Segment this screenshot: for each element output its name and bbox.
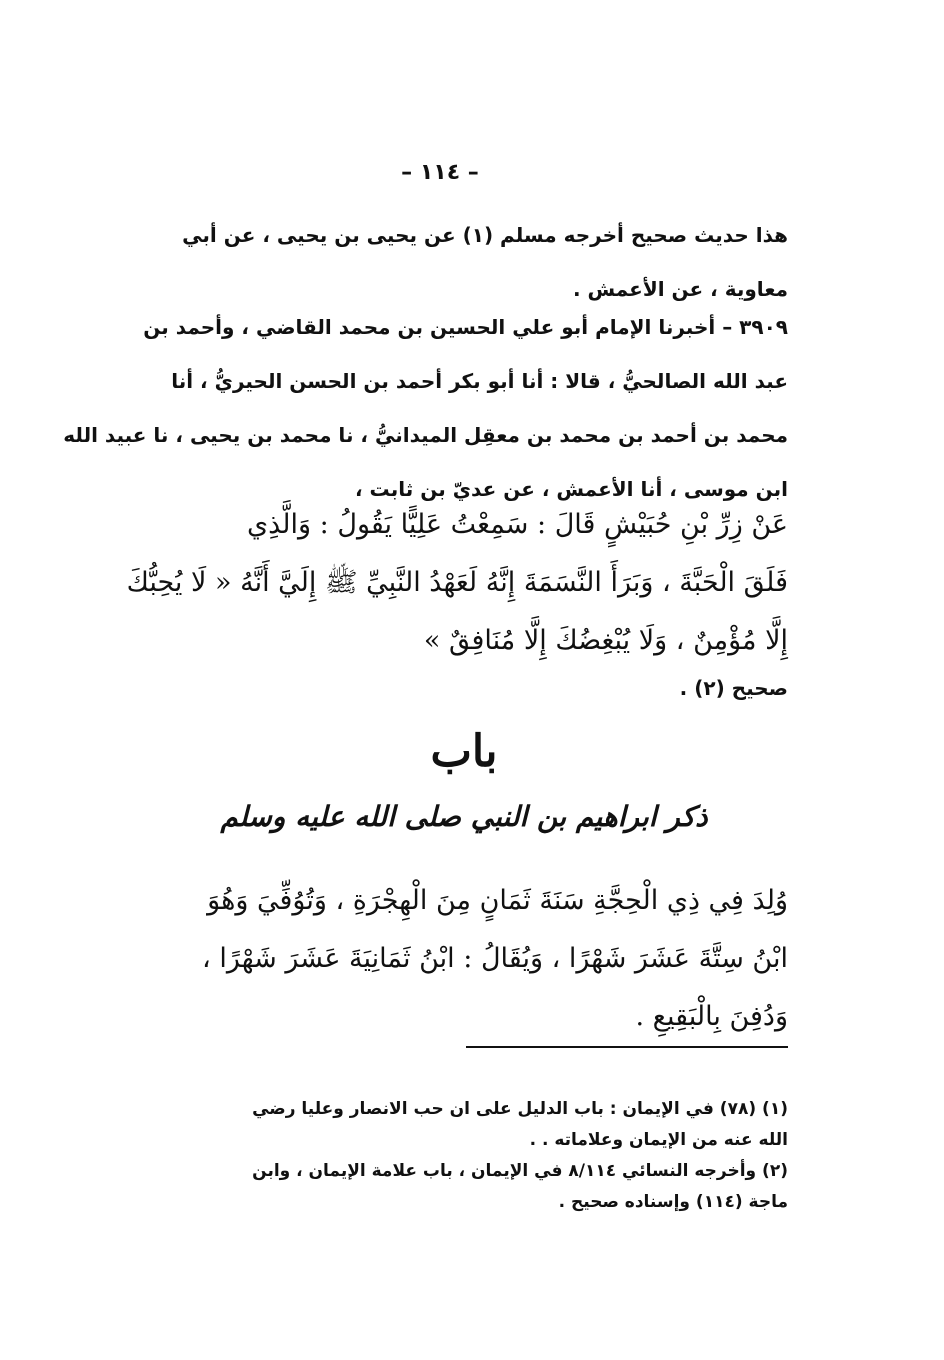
text-line: عبد الله الصالحيُّ ، قالا : أنا أبو بكر أحمد بن الحسن الحيريُّ ، أنا (171, 369, 788, 393)
chapter-title: باب (430, 726, 498, 777)
text-line: محمد بن أحمد بن محمد بن معقِل الميدانيُّ ، نا محمد بن يحيى ، نا عبيد الله (63, 423, 788, 447)
chapter-paragraph (140, 872, 788, 1046)
text-line: عَنْ زِرِّ بْنِ حُبَيْشٍ قَالَ : سَمِعْتُ عَلِيًّا يَقُولُ : وَالَّذِي (247, 509, 788, 540)
text-line: هذا حديث صحيح أخرجه مسلم (١) عن يحيى بن يحيى ، عن أبي (182, 223, 788, 247)
text-line: الله عنه من الإيمان وعلاماته . . (529, 1130, 788, 1150)
text-line: وُلِدَ فِي ذِي الْحِجَّةِ سَنَةَ ثَمَانٍ مِنَ الْهِجْرَةِ ، وَتُوُفِّيَ وَهُوَ (207, 885, 788, 916)
footnotes (140, 1094, 788, 1218)
text-line: إِلَّا مُؤْمِنٌ ، وَلَا يُبْغِضُكَ إِلَّا مُنَافِقٌ » (423, 625, 788, 656)
text-line: ٣٩٠٩ – أخبرنا الإمام أبو علي الحسين بن محمد القاضي ، وأحمد بن (143, 315, 788, 339)
page-number: – ١١٤ – (401, 160, 479, 185)
text-line: ابن موسى ، أنا الأعمش ، عن عديّ بن ثابت ، (355, 477, 788, 501)
text-line: معاوية ، عن الأعمش . (572, 277, 788, 301)
text-line: (٢) وأخرجه النسائي ٨/١١٤ في الإيمان ، باب علامة الإيمان ، وابن (252, 1161, 788, 1181)
text-line: ابْنُ سِتَّةَ عَشَرَ شَهْرًا ، وَيُقَالُ : ابْنُ ثَمَانِيَةَ عَشَرَ شَهْرًا ، (202, 943, 788, 974)
hadith-chain-paragraph (63, 300, 788, 516)
text-line: ماجة (١١٤) وإسناده صحيح . (558, 1192, 788, 1212)
footnote-2 (140, 1156, 788, 1218)
hadith-text-paragraph (126, 496, 788, 670)
hadith-grading: صحيح (٢) . (679, 676, 788, 700)
chapter-subtitle: ذكر ابراهيم بن النبي صلى الله عليه وسلم (220, 800, 708, 833)
text-line: فَلَقَ الْحَبَّةَ ، وَبَرَأَ النَّسَمَةَ إِنَّهُ لَعَهْدُ النَّبِيِّ ﷺ إِلَيَّ أَنَّهُ « لَا يُحِبُّكَ (126, 567, 788, 598)
text-line: (١) (٧٨) في الإيمان : باب الدليل على ان حب الانصار وعليا رضي (252, 1099, 788, 1119)
footnote-divider (466, 1046, 788, 1048)
text-line: وَدُفِنَ بِالْبَقِيعِ . (635, 1001, 788, 1032)
footnote-1 (140, 1094, 788, 1156)
